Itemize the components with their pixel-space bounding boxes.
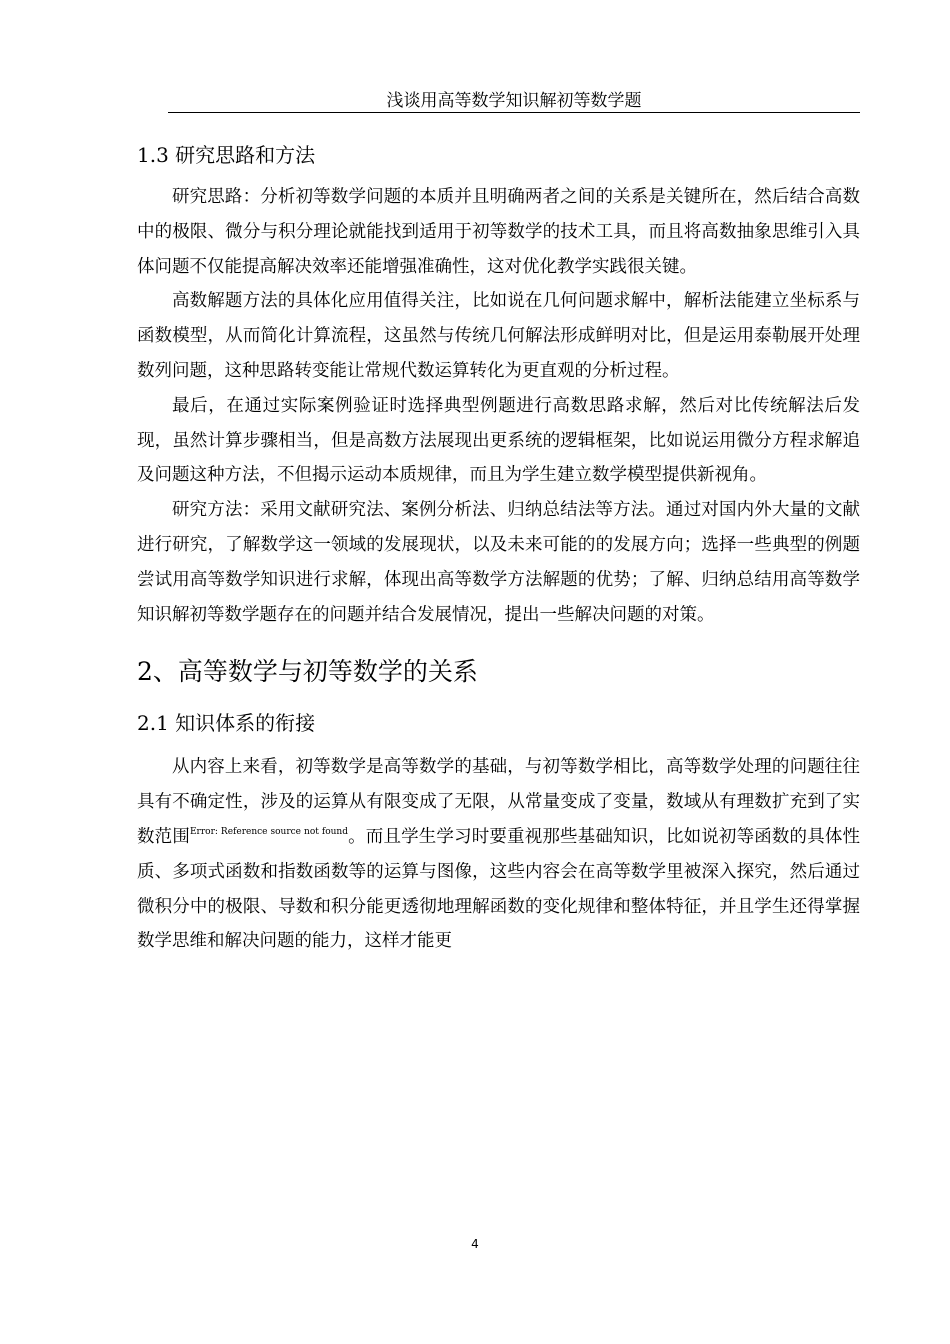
- paragraph-text-part-2: 。而且学生学习时要重视那些基础知识，比如说初等函数的具体性质、多项式函数和指数函数等的运算与图像，这些内容会在高等数学里被深入探究，然后通过微积分中的极限、导数和积分能更透彻地理解函数的变化规律和整体特征，并且学生还得掌握数学思维和解决问题的能力，这样才能更: [137, 826, 861, 952]
- paragraph-knowledge-connection: [137, 750, 860, 959]
- paragraph-text-part-1: 从内容上来看，初等数学是高等数学的基础，与初等数学相比，高等数学处理的问题往往具有不确定性，涉及的运算从有限变成了无限，从常量变成了变量，数域从有理数扩充到了实数范围: [137, 757, 860, 847]
- paragraph-research-methods: 研究方法：采用文献研究法、案例分析法、归纳总结法等方法。通过对国内外大量的文献进行研究，了解数学这一领域的发展现状，以及未来可能的的发展方向；选择一些典型的例题尝试用高等数学知识进行求解，体现出高等数学方法解题的优势；了解、归纳总结用高等数学知识解初等数学题存在的问题并结合发展情况，提出一些解决问题的对策。: [137, 500, 860, 625]
- page-number: 4: [471, 1237, 479, 1251]
- section-heading-1-3: 1.3 研究思路和方法: [137, 143, 316, 167]
- chapter-heading-2: 2、高等数学与初等数学的关系: [137, 657, 478, 687]
- page-body: [137, 140, 860, 959]
- reference-error-marker: Error: Reference source not found: [189, 826, 348, 837]
- section-heading-2-1: 2.1 知识体系的衔接: [137, 711, 316, 736]
- header-divider: [168, 112, 860, 113]
- paragraph-research-approach: 研究思路：分析初等数学问题的本质并且明确两者之间的关系是关键所在，然后结合高数中的极限、微分与积分理论就能找到适用于初等数学的技术工具，而且将高数抽象思维引入具体问题不仅能提高解决效率还能增强准确性，这对优化教学实践很关键。: [137, 187, 860, 277]
- paragraph-case-verification: 最后，在通过实际案例验证时选择典型例题进行高数思路求解，然后对比传统解法后发现，虽然计算步骤相当，但是高数方法展现出更系统的逻辑框架，比如说运用微分方程求解追及问题这种方法，不但揭示运动本质规律，而且为学生建立数学模型提供新视角。: [137, 395, 860, 486]
- paragraph-method-application: 高数解题方法的具体化应用值得关注，比如说在几何问题求解中，解析法能建立坐标系与函数模型，从而简化计算流程，这虽然与传统几何解法形成鲜明对比，但是运用泰勒展开处理数列问题，这种思路转变能让常规代数运算转化为更直观的分析过程。: [137, 291, 860, 381]
- running-header: 浅谈用高等数学知识解初等数学题: [386, 91, 642, 111]
